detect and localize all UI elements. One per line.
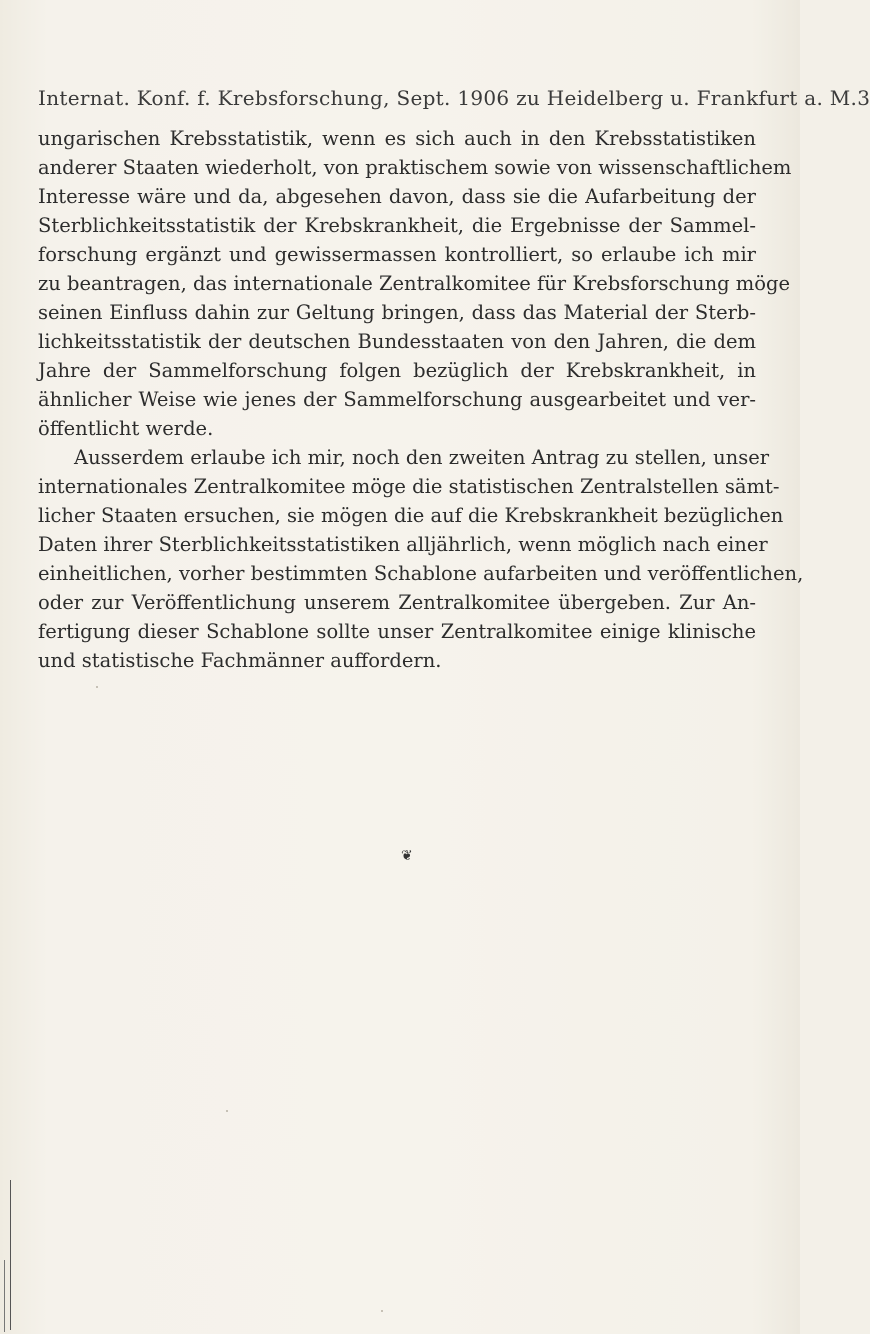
text-line: Daten ihrer Sterblichkeitsstatistiken alljährlich, wenn möglich nach einer xyxy=(38,533,768,556)
running-header xyxy=(38,86,870,110)
ornament-icon: ❦ xyxy=(401,848,413,864)
scan-edge-line xyxy=(4,1260,5,1332)
text-line: fertigung dieser Schablone sollte unser Zentralkomitee einige klinische xyxy=(38,620,756,643)
text-line: ungarischen Krebsstatistik, wenn es sich auch in den Krebsstatistiken xyxy=(38,127,756,150)
paper-speck xyxy=(96,686,98,688)
text-line: öffentlicht werde. xyxy=(38,417,214,440)
text-line: Sterblichkeitsstatistik der Krebskrankheit, die Ergebnisse der Sammel- xyxy=(38,214,756,237)
paper-speck xyxy=(226,1110,228,1112)
text-line: internationales Zentralkomitee möge die statistischen Zentralstellen sämt- xyxy=(38,475,780,498)
text-line: licher Staaten ersuchen, sie mögen die auf die Krebskrankheit bezüglichen xyxy=(38,504,784,527)
text-line: forschung ergänzt und gewissermassen kontrolliert, so erlaube ich mir xyxy=(38,243,756,266)
text-line: ähnlicher Weise wie jenes der Sammelforschung ausgearbeitet und ver- xyxy=(38,388,756,411)
text-line: zu beantragen, das internationale Zentralkomitee für Krebsforschung möge xyxy=(38,272,791,295)
header-title: Internat. Konf. f. Krebsforschung, Sept. 1906 zu Heidelberg u. Frankfurt a. M. xyxy=(38,86,858,110)
text-line: oder zur Veröffentlichung unserem Zentralkomitee übergeben. Zur An- xyxy=(38,591,756,614)
text-line: seinen Einfluss dahin zur Geltung bringen, dass das Material der Sterb- xyxy=(38,301,756,324)
text-line: lichkeitsstatistik der deutschen Bundesstaaten von den Jahren, die dem xyxy=(38,330,756,353)
text-line: einheitlichen, vorher bestimmten Schablone aufarbeiten und veröffentlichen, xyxy=(38,562,804,585)
text-line: Jahre der Sammelforschung folgen bezüglich der Krebskrankheit, in xyxy=(38,359,756,382)
page-number: 3 xyxy=(857,86,870,110)
scan-edge-line xyxy=(10,1180,11,1330)
body-text xyxy=(38,124,804,675)
text-line: Interesse wäre und da, abgesehen davon, dass sie die Aufarbeitung der xyxy=(38,185,756,208)
text-line: anderer Staaten wiederholt, von praktischem sowie von wissenschaftlichem xyxy=(38,156,792,179)
text-line: und statistische Fachmänner auffordern. xyxy=(38,649,442,672)
paper-speck xyxy=(381,1310,383,1312)
text-line: Ausserdem erlaube ich mir, noch den zweiten Antrag zu stellen, unser xyxy=(74,446,770,469)
